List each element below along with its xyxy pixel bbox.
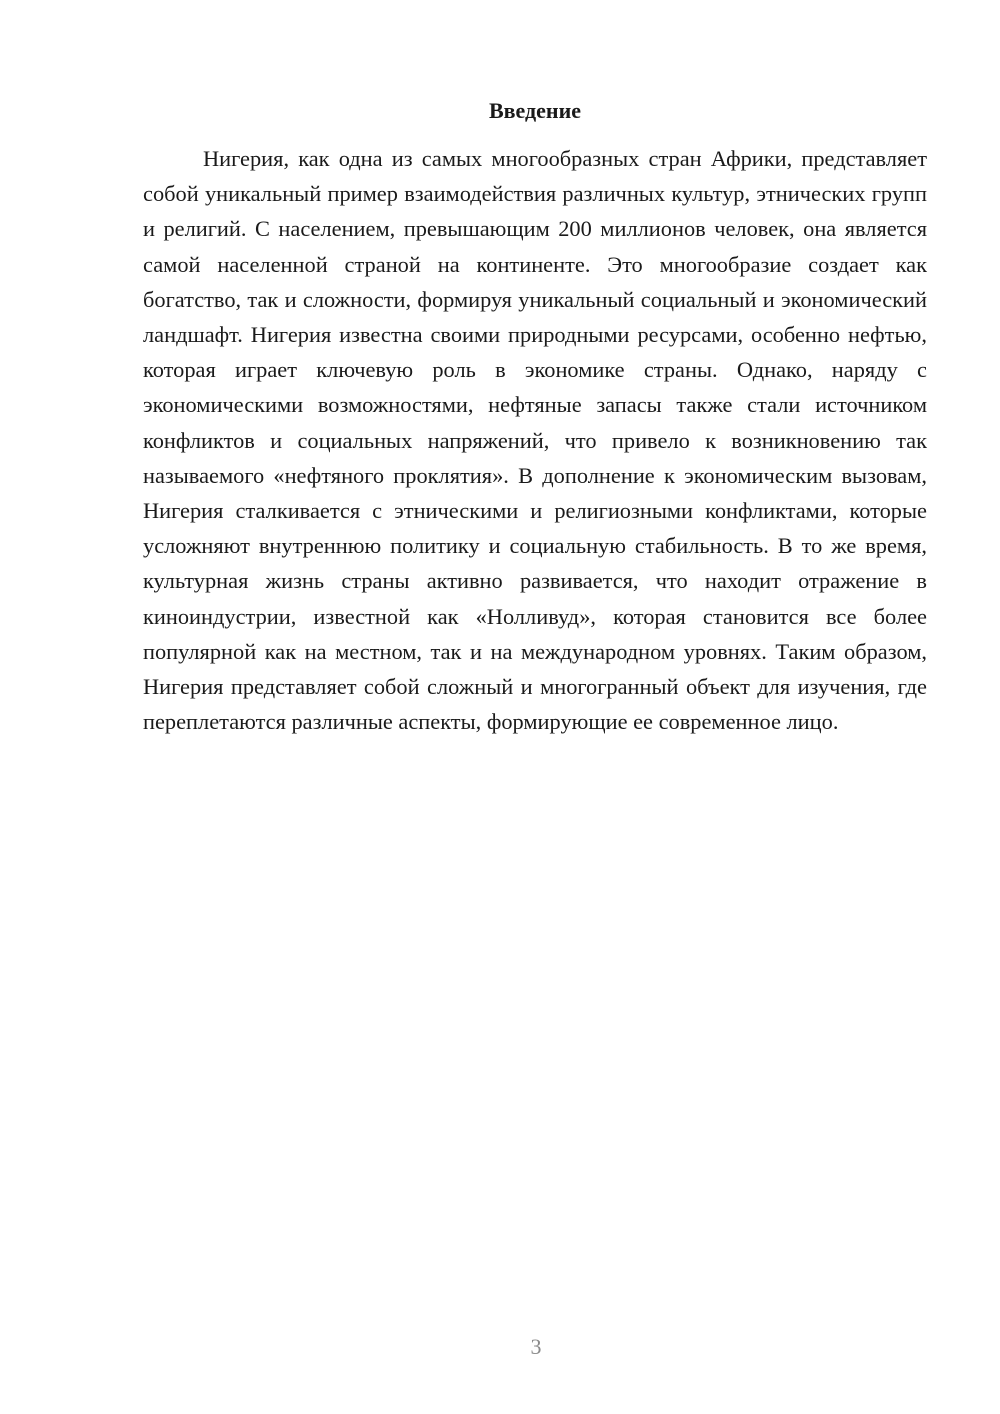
section-heading: Введение	[488, 98, 582, 123]
page-number: 3	[530, 1334, 542, 1359]
body-paragraph: Нигерия, как одна из самых многообразных стран Африки, представляет собой уникальный пример взаимодействия различных культур, этнических групп и религий. С населением, превышающим 200 миллионов человек, она является самой населенной страной на континенте. Это многообразие создает как богатство, так и сложности, формируя уникальный социальный и экономический ландшафт. Нигерия известна своими природными ресурсами, особенно нефтью, которая играет ключевую роль в экономике страны. Однако, наряду с экономическими возможностями, нефтяные запасы также стали источником конфликтов и социальных напряжений, что привело к возникновению так называемого «нефтяного проклятия». В дополнение к экономическим вызовам, Нигерия сталкивается с этническими и религиозными конфликтами, которые усложняют внутреннюю политику и социальную стабильность. В то же время, культурная жизнь страны активно развивается, что находит отражение в киноиндустрии, известной как «Нолливуд», которая становится все более популярной как на местном, так и на международном уровнях. Таким образом, Нигерия представляет собой сложный и многогранный объект для изучения, где переплетаются различные аспекты, формирующие ее современное лицо.	[143, 146, 927, 735]
